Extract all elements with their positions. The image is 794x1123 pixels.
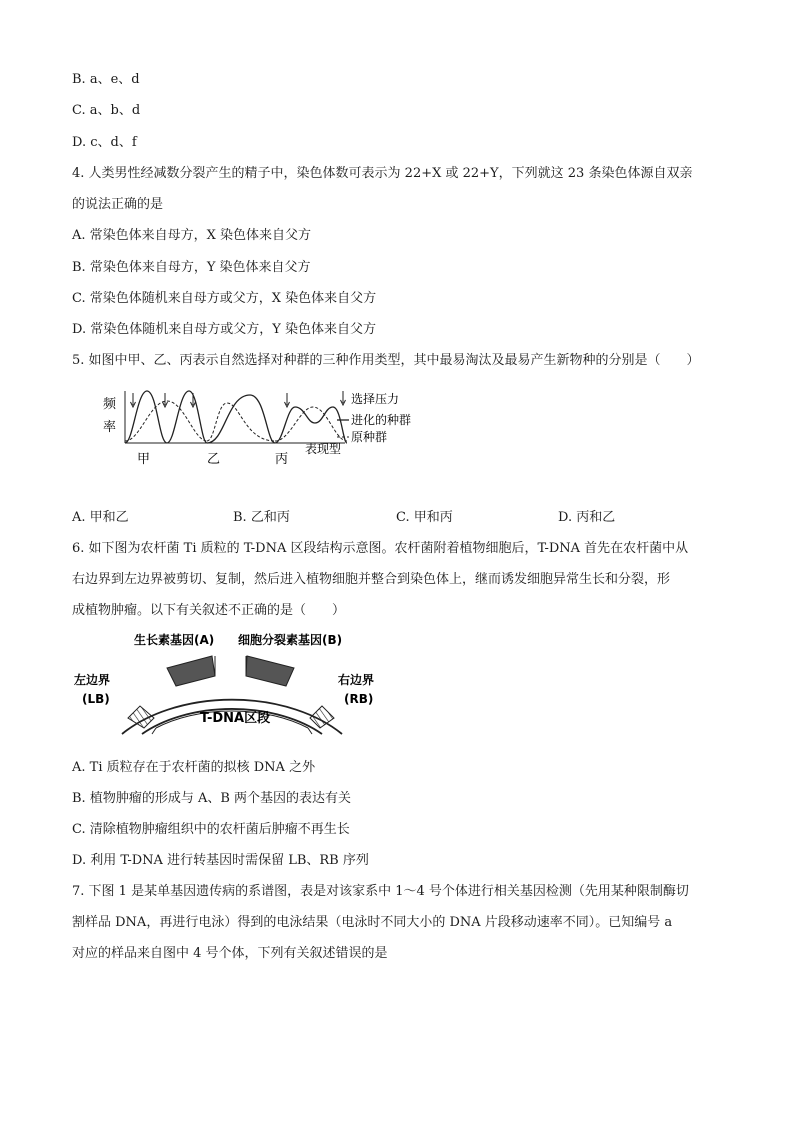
q7-stem-line3: 对应的样品来自图中 4 号个体，下列有关叙述错误的是: [72, 946, 388, 961]
q4-option-b: B. 常染色体来自母方，Y 染色体来自父方: [72, 260, 311, 275]
q6-left-border-label: 左边界: [74, 673, 111, 687]
q6-gene-b-label: 细胞分裂素基因(B): [238, 633, 343, 647]
q6-right-border-abbr: (RB): [344, 692, 374, 706]
q4-option-a: A. 常染色体来自母方，X 染色体来自父方: [72, 228, 312, 243]
q6-right-border-label: 右边界: [338, 673, 375, 687]
q6-option-d: D. 利用 T-DNA 进行转基因时需保留 LB、RB 序列: [72, 853, 369, 868]
q6-gene-a-block: [167, 656, 215, 686]
q5-yi-original-curve: [207, 403, 275, 441]
q6-tdna-figure: [72, 626, 402, 736]
q4-stem-line2: 的说法正确的是: [72, 197, 164, 212]
q4-stem-line1: 4. 人类男性经减数分裂产生的精子中，染色体数可表示为 22+X 或 22+Y，下列就这 23 条染色体源自双亲: [72, 166, 693, 181]
q6-gene-b-block: [246, 656, 294, 686]
q5-option-b: B. 乙和丙: [233, 510, 290, 525]
q5-ylabel-bottom: 率: [103, 420, 117, 435]
q4-option-c: C. 常染色体随机来自母方或父方，X 染色体来自父方: [72, 291, 377, 306]
q7-stem-line1: 7. 下图 1 是某单基因遗传病的系谱图，表是对该家系中 1～4 号个体进行相关基因检测（先用某种限制酶切: [72, 884, 689, 899]
q3-option-c: C. a、b、d: [72, 103, 141, 118]
q6-stem-line3: 成植物肿瘤。以下有关叙述不正确的是（ ）: [72, 603, 346, 618]
q3-option-d: D. c、d、f: [72, 135, 137, 150]
q5-legend-evolved: 进化的种群: [351, 413, 412, 427]
q6-gene-a-label: 生长素基因(A): [134, 633, 215, 647]
q6-tdna-region-label: T-DNA区段: [200, 711, 271, 726]
q5-ylabel-top: 频: [103, 397, 117, 412]
q6-stem-line1: 6. 如下图为农杆菌 Ti 质粒的 T-DNA 区段结构示意图。农杆菌附着植物细胞后，T-DNA 首先在农杆菌中从: [72, 541, 689, 556]
q5-panel-bing: 丙: [275, 452, 289, 467]
q3-option-b: B. a、e、d: [72, 72, 140, 87]
q5-panel-jia: 甲: [137, 452, 151, 467]
q5-option-c: C. 甲和丙: [396, 510, 453, 525]
q5-stem: 5. 如图中甲、乙、丙表示自然选择对种群的三种作用类型，其中最易淘汰及最易产生新物种的分别是（ ）: [72, 353, 700, 368]
q4-option-d: D. 常染色体随机来自母方或父方，Y 染色体来自父方: [72, 322, 376, 337]
q5-option-a: A. 甲和乙: [72, 510, 129, 525]
q6-option-a: A. Ti 质粒存在于农杆菌的拟核 DNA 之外: [72, 760, 316, 775]
q5-yi-evolved-curve: [207, 395, 275, 443]
q5-option-d: D. 丙和乙: [558, 510, 616, 525]
q7-stem-line2: 割样品 DNA，再进行电泳）得到的电泳结果（电泳时不同大小的 DNA 片段移动速率不同）。已知编号 a: [72, 915, 673, 930]
q6-stem-line2: 右边界到左边界被剪切、复制，然后进入植物细胞并整合到染色体上，继而诱发细胞异常生长和分裂，形: [72, 572, 671, 587]
q5-panel-yi: 乙: [207, 452, 221, 467]
q5-legend-pressure: 选择压力: [351, 392, 400, 406]
q5-bing-evolved-curve: [275, 407, 347, 443]
q6-option-c: C. 清除植物肿瘤组织中的农杆菌后肿瘤不再生长: [72, 822, 350, 837]
q5-xlabel: 表现型: [305, 442, 342, 456]
q6-option-b: B. 植物肿瘤的形成与 A、B 两个基因的表达有关: [72, 791, 352, 806]
q6-lb-block: [128, 706, 154, 728]
q5-selection-figure: [95, 383, 435, 468]
q5-legend-original: 原种群: [351, 430, 388, 444]
q5-jia-evolved-curve-left: [125, 391, 167, 443]
q5-jia-evolved-curve-right: [167, 391, 207, 443]
q6-left-border-abbr: (LB): [82, 692, 110, 706]
